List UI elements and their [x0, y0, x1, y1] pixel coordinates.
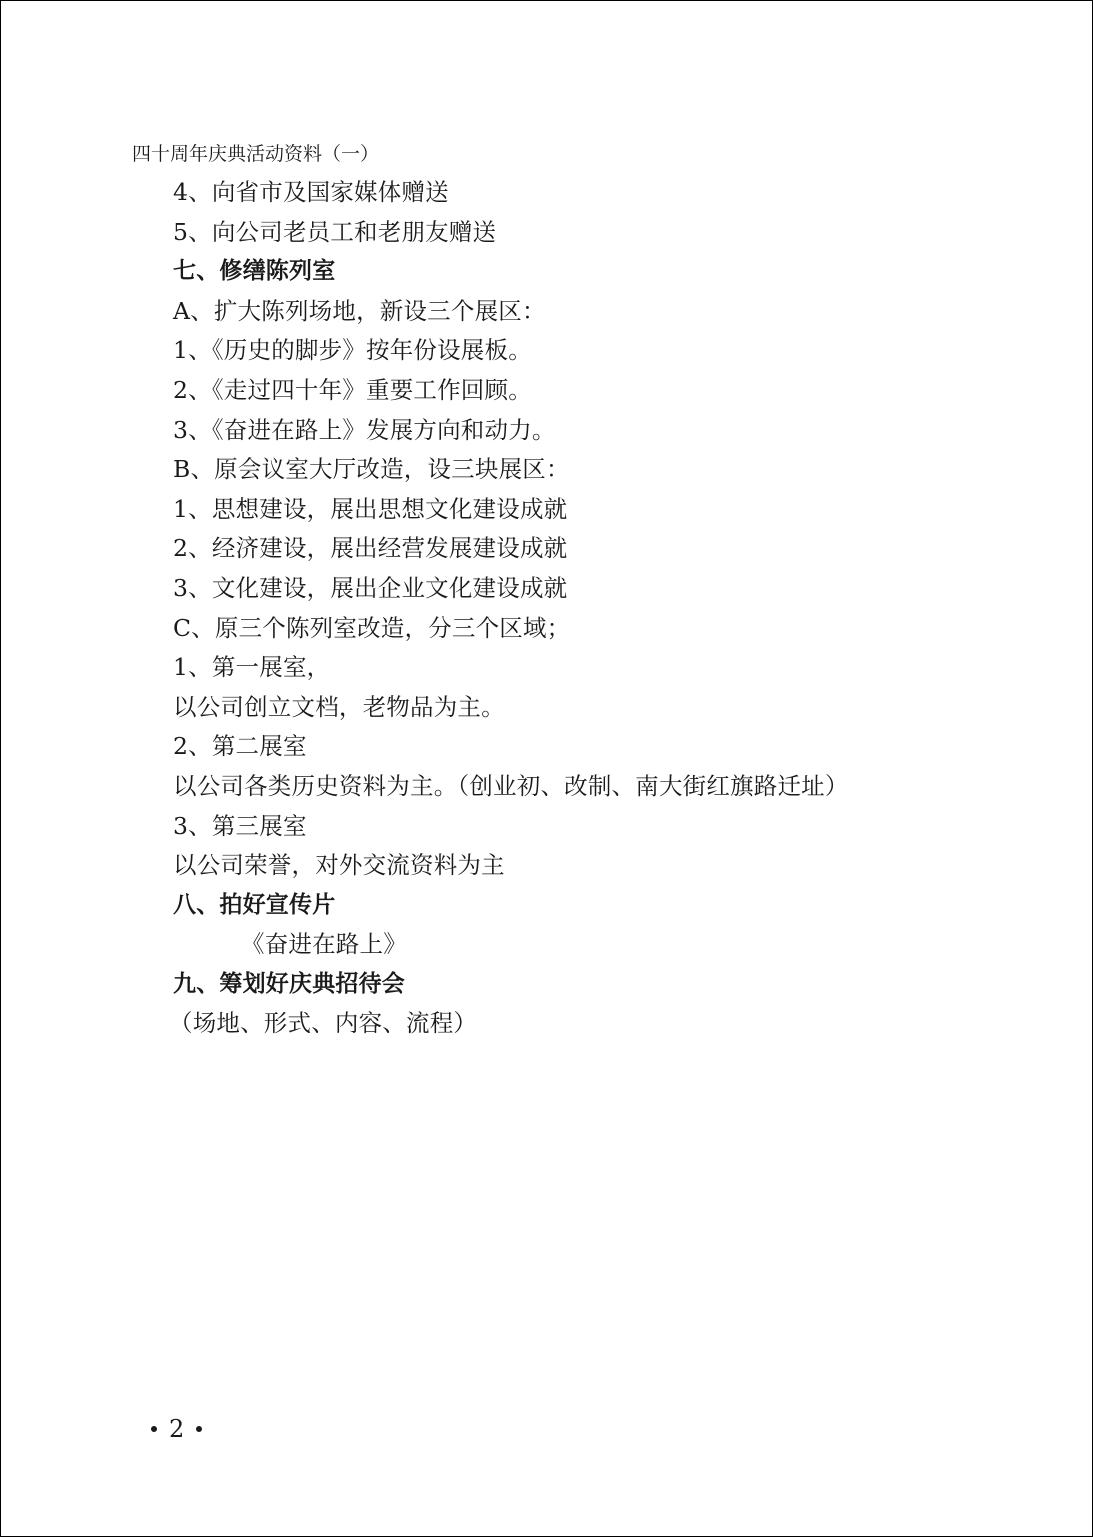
section-heading: 七、修缮陈列室: [173, 258, 336, 285]
bullet-dot-icon: [196, 1426, 202, 1432]
document-body: [169, 173, 1033, 1044]
list-item: 2、《走过四十年》重要工作回顾。: [173, 375, 532, 404]
list-item: 3、第三展室: [173, 811, 307, 840]
paragraph: 以公司荣誉，对外交流资料为主: [173, 851, 505, 880]
paragraph: （场地、形式、内容、流程）: [169, 1009, 478, 1038]
page-number: [139, 1414, 214, 1444]
list-item: 5、向公司老员工和老朋友赠送: [173, 217, 497, 246]
list-item: 4、向省市及国家媒体赠送: [173, 178, 449, 206]
paragraph: 以公司各类历史资料为主。（创业初、改制、南大街红旗路迁址）: [173, 771, 849, 800]
page-number-value: 2: [169, 1415, 185, 1443]
list-item: 1、思想建设，展出思想文化建设成就: [173, 494, 568, 523]
subsection-heading: A、扩大陈列场地，新设三个展区：: [173, 296, 546, 325]
list-item: 2、第二展室: [173, 732, 307, 761]
paragraph: 以公司创立文档，老物品为主。: [173, 692, 505, 721]
section-heading: 九、筹划好庆典招待会: [173, 970, 405, 997]
bullet-dot-icon: [151, 1426, 157, 1432]
paragraph: 《奋进在路上》: [241, 930, 407, 959]
list-item: 3、《奋进在路上》发展方向和动力。: [173, 415, 556, 444]
running-header: 四十周年庆典活动资料（一）: [132, 143, 380, 165]
list-item: 1、第一展室，: [173, 653, 331, 682]
list-item: 3、文化建设，展出企业文化建设成就: [173, 573, 568, 602]
list-item: 1、《历史的脚步》按年份设展板。: [173, 336, 532, 365]
list-item: 2、经济建设，展出经营发展建设成就: [173, 534, 568, 563]
subsection-heading: B、原会议室大厅改造，设三块展区：: [173, 455, 570, 484]
subsection-heading: C、原三个陈列室改造，分三个区域；: [173, 613, 571, 642]
section-heading: 八、拍好宣传片: [173, 891, 336, 918]
